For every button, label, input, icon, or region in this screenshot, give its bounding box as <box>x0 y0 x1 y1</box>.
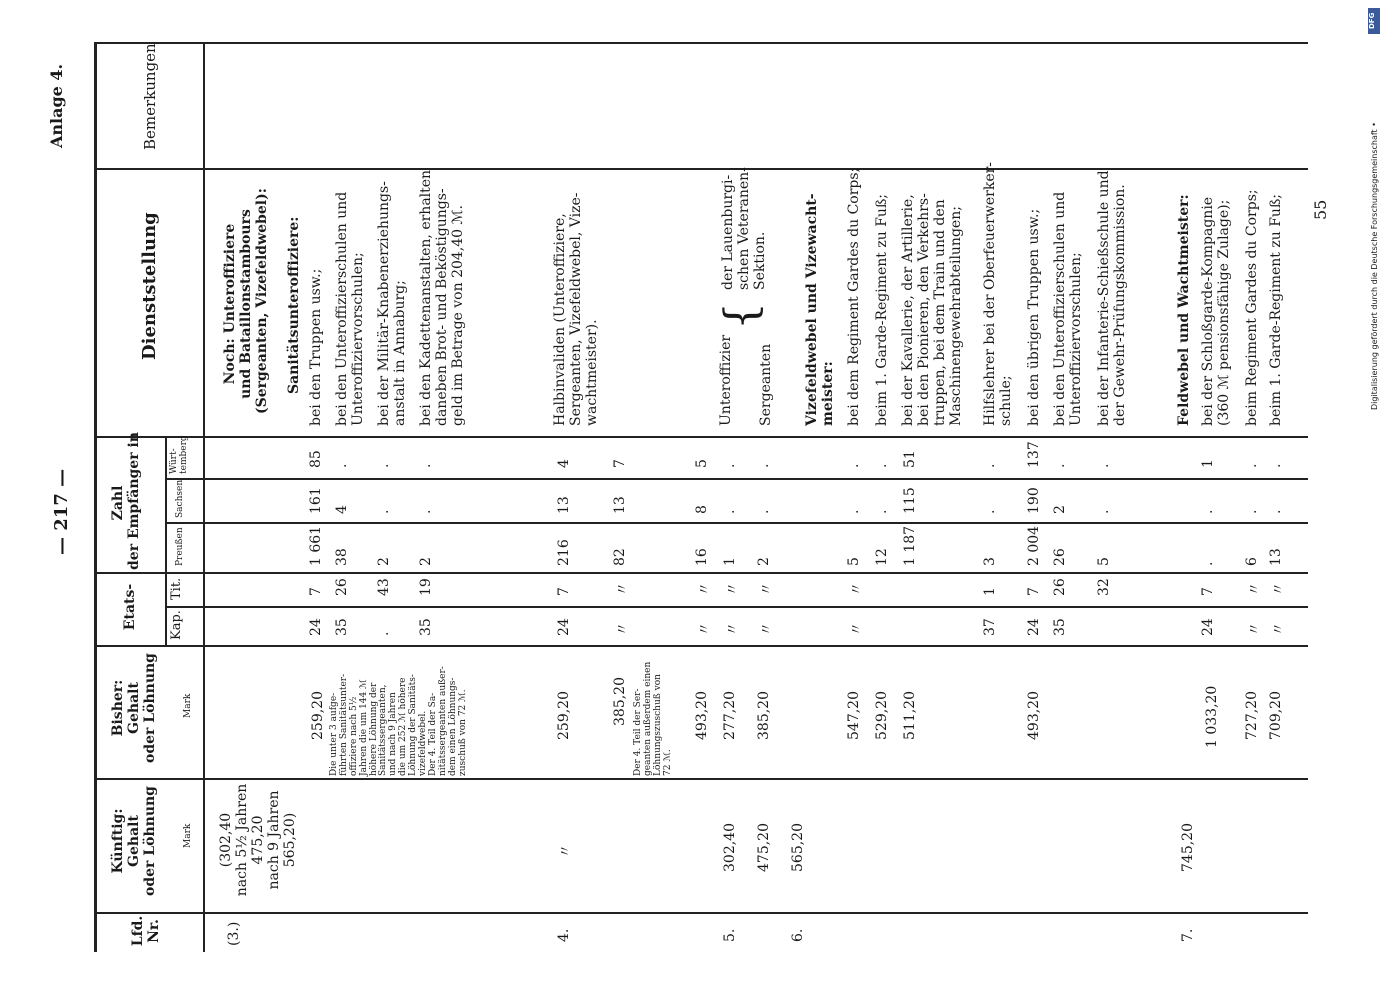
col-line-dienst <box>94 168 1308 170</box>
kuenftig-6: 565,20 <box>790 823 806 872</box>
top-border <box>94 42 1308 44</box>
dienst-r1-c: bei der Militär-Knabenerziehungs- anstalt in Annaburg; <box>376 181 409 426</box>
col-line-zahl <box>94 436 1308 438</box>
etats-kap-8: 〃 <box>759 622 775 636</box>
zahl-subhead-line <box>165 436 167 572</box>
zahl-w-15: . <box>1096 463 1112 468</box>
etats-tit-11: 7 <box>1026 587 1042 596</box>
header-kuenftig: Künftig: Gehalt oder Löhnung <box>110 786 159 896</box>
zahl-p-2: 2 <box>376 557 392 566</box>
kuenftig-7: 745,20 <box>1180 823 1196 872</box>
bisher-r6b: 529,20 <box>874 691 890 740</box>
zahl-p-0: 1 661 <box>308 525 324 566</box>
header-kap: Kap. <box>169 610 184 640</box>
kuenftig-3: (302,40 nach 5½ Jahren 475,20 nach 9 Jahren 565,20) <box>218 783 299 897</box>
etats-tit-4: 7 <box>556 587 572 596</box>
dienst-r4: Halbinvaliden (Unteroffiziere, Sergeanten, Vizefeldwebel, Vize- wachtmeister). <box>552 192 601 426</box>
zahl-s-8: . <box>756 509 772 514</box>
kuenftig-5a: 302,40 <box>722 823 738 872</box>
zahl-w-17: . <box>1244 463 1260 468</box>
zahl-s-16: . <box>1200 509 1216 514</box>
etats-tit-2: 43 <box>376 578 392 596</box>
bisher-r6a: 547,20 <box>846 691 862 740</box>
col-line-kap-tit <box>165 606 1308 608</box>
etats-tit-12: 26 <box>1052 578 1068 596</box>
zahl-w-12: . <box>982 463 998 468</box>
etats-tit-0: 7 <box>308 587 324 596</box>
dienst-r7-c: beim 1. Garde-Regiment zu Fuß; <box>1268 193 1284 426</box>
zahl-w-8: . <box>756 463 772 468</box>
dienst-r6-a: bei dem Regiment Gardes du Corps; <box>846 167 862 426</box>
zahl-s-6: 8 <box>694 505 710 514</box>
zahl-p-5: 82 <box>612 548 628 566</box>
dienst-r7-title: Feldwebel und Wachtmeister: <box>1176 194 1192 426</box>
zahl-s-18: . <box>1268 509 1284 514</box>
zahl-s-7: . <box>722 509 738 514</box>
zahl-p-12: 3 <box>982 557 998 566</box>
zahl-s-4: 13 <box>556 496 572 514</box>
etats-tit-15: 〃 <box>1247 582 1263 596</box>
bisher-r5b: 277,20 <box>722 691 738 740</box>
bisher-r1: 259,20 <box>310 691 326 740</box>
etats-tit-7: 〃 <box>725 582 741 596</box>
zahl-s-15: . <box>1096 509 1112 514</box>
zahl-s-5: 13 <box>612 496 628 514</box>
zahl-w-13: 137 <box>1026 441 1042 468</box>
anlage-label: Anlage 4. <box>47 63 66 148</box>
header-sachsen: Sachsen <box>175 479 185 518</box>
zahl-s-0: 161 <box>308 487 324 514</box>
header-zahl: Zahl der Empfänger in <box>110 432 143 570</box>
header-bisher-unit: Mark <box>183 693 193 718</box>
dienst-r6-b: beim 1. Garde-Regiment zu Fuß; <box>874 193 890 426</box>
etats-kap-10: 37 <box>982 618 998 636</box>
zahl-p-14: 26 <box>1052 548 1068 566</box>
dienst-r1-sub: Sanitätsunteroffiziere: <box>286 216 302 394</box>
header-tit: Tit. <box>169 577 184 600</box>
etats-tit-8: 〃 <box>759 582 775 596</box>
zahl-w-9: . <box>846 463 862 468</box>
dienst-r6-f: bei den Unteroffizierschulen und Unteroffiziervorschulen; <box>1052 191 1085 426</box>
etats-kap-16: 〃 <box>1271 622 1287 636</box>
zahl-p-11: 1 187 <box>902 525 918 566</box>
etats-tit-1: 26 <box>334 578 350 596</box>
bisher-r7c: 709,20 <box>1268 691 1284 740</box>
col-line-etats <box>94 572 1308 574</box>
zahl-w-6: 5 <box>694 459 710 468</box>
zahl-p-17: 6 <box>1244 557 1260 566</box>
zahl-w-10: . <box>874 463 890 468</box>
zahl-p-7: 1 <box>722 557 738 566</box>
zahl-w-1: . <box>334 463 350 468</box>
dienst-r6-title: Vizefeldwebel und Vizewacht- meister: <box>804 193 837 426</box>
dienst-r7-a: bei der Schloßgarde-Kompagnie (360 ℳ pensionsfähige Zulage); <box>1200 196 1233 426</box>
col-line-wuert <box>165 478 1308 480</box>
etats-kap-11: 24 <box>1026 618 1042 636</box>
col-line-bisher <box>94 645 1308 647</box>
zahl-p-3: 2 <box>418 557 434 566</box>
etats-tit-9: 〃 <box>849 582 865 596</box>
col-line-sachsen <box>165 522 1308 524</box>
bottom-border-lfd <box>94 912 1308 914</box>
zahl-p-10: 12 <box>874 548 890 566</box>
dienst-r1-d: bei den Kadettenanstalten, erhalten daneben Brot- und Beköstigungs- geld im Betrage von 204,40 ℳ. <box>418 169 467 426</box>
zahl-p-8: 2 <box>756 557 772 566</box>
header-divider <box>203 42 205 952</box>
etats-tit-6: 〃 <box>697 582 713 596</box>
bisher-r4b: 385,20 <box>612 677 628 726</box>
zahl-w-16: 1 <box>1200 459 1216 468</box>
etats-kap-4: 24 <box>556 618 572 636</box>
etats-kap-14: 24 <box>1200 618 1216 636</box>
bisher-r4: 259,20 <box>556 691 572 740</box>
etats-kap-3: 35 <box>418 618 434 636</box>
row-nr-4: 4. <box>556 928 572 942</box>
etats-kap-5: 〃 <box>615 622 631 636</box>
dienst-r1-b: bei den Unteroffizierschulen und Unteroffiziervorschulen; <box>334 191 367 426</box>
zahl-s-12: . <box>982 509 998 514</box>
header-kuenftig-unit: Mark <box>183 823 193 848</box>
dfg-logo: DFG <box>1368 8 1380 34</box>
etats-kap-2: . <box>376 631 392 636</box>
zahl-s-10: . <box>874 509 890 514</box>
dienst-r7-b: beim Regiment Gardes du Corps; <box>1244 189 1260 426</box>
zahl-s-13: 190 <box>1026 487 1042 514</box>
zahl-w-4: 4 <box>556 459 572 468</box>
dienst-r1-a: bei den Truppen usw.; <box>308 268 324 426</box>
etats-tit-14: 7 <box>1200 587 1216 596</box>
dienst-r6-d: Hilfslehrer bei der Oberfeuerwerker- schule; <box>982 161 1015 426</box>
page-number-top: — 217 — <box>51 468 72 555</box>
etats-kap-12: 35 <box>1052 618 1068 636</box>
zahl-p-6: 16 <box>694 548 710 566</box>
zahl-w-3: . <box>418 463 434 468</box>
zahl-s-3: . <box>418 509 434 514</box>
dienst-r5-b: Sergeanten <box>758 343 774 426</box>
bisher-r5a: 493,20 <box>694 691 710 740</box>
dienst-r6-g: bei der Infanterie-Schießschule und der Gewehr-Prüfungskommission. <box>1096 170 1129 426</box>
zahl-p-16: . <box>1200 561 1216 566</box>
bisher-r7a: 1 033,20 <box>1204 685 1220 748</box>
bisher-r6c: 511,20 <box>902 691 918 740</box>
zahl-w-5: 7 <box>612 459 628 468</box>
etats-tit-5: 〃 <box>615 582 631 596</box>
header-bisher: Bisher: Gehalt oder Löhnung <box>110 653 159 763</box>
zahl-s-9: . <box>846 509 862 514</box>
row-nr-7: 7. <box>1180 928 1196 942</box>
etats-kap-9: 〃 <box>849 622 865 636</box>
etats-kap-1: 35 <box>334 618 350 636</box>
kuenftig-4: 〃 <box>558 844 574 858</box>
row-nr-3: (3.) <box>226 921 242 946</box>
bisher-r1-note: Die unter 3 aufge- führten Sanitätsunter- offiziere nach 5½ Jahren die um 144 ℳ höhere Löhnung der Sanitätssergeanten, und nach 9 Jahren die um 252 ℳ höhere Löhnung der Sanitäts- vizefeldwebel. Der 4. Teil der Sa- nitätssergeanten außer- dem einen Löhnungs- zuschuß von 72 ℳ. <box>329 666 468 776</box>
bisher-r7b: 727,20 <box>1244 691 1260 740</box>
row-nr-6: 6. <box>790 928 806 942</box>
header-lfd: Lfd. Nr. <box>130 915 163 947</box>
zahl-s-1: 4 <box>334 505 350 514</box>
zahl-w-0: 85 <box>308 450 324 468</box>
zahl-w-14: . <box>1052 463 1068 468</box>
dienst-r5-a: Unteroffizier <box>718 334 734 426</box>
dienst-r5-brace: der Lauenburgi- schen Veteranen- Sektion. <box>720 167 769 290</box>
dienst-r6-c: bei der Kavallerie, der Artillerie, bei den Pionieren, den Verkehrs- truppen, bei dem Train und den Maschinengewehrabteilungen; <box>900 193 965 426</box>
kuenftig-5b: 475,20 <box>756 823 772 872</box>
etats-subhead-line <box>165 572 167 646</box>
header-dienststellung: Dienststellung <box>139 212 160 360</box>
etats-tit-10: 1 <box>982 587 998 596</box>
zahl-w-18: . <box>1268 463 1284 468</box>
etats-kap-0: 24 <box>308 618 324 636</box>
zahl-s-17: . <box>1244 509 1260 514</box>
zahl-s-14: 2 <box>1052 505 1068 514</box>
zahl-p-18: 13 <box>1268 548 1284 566</box>
bisher-r5c: 385,20 <box>756 691 772 740</box>
header-wuerttemberg: Würt- temberg <box>169 435 189 474</box>
zahl-p-15: 5 <box>1096 557 1112 566</box>
header-preussen: Preußen <box>175 527 185 566</box>
zahl-p-13: 2 004 <box>1026 525 1042 566</box>
left-border <box>94 42 97 952</box>
etats-tit-13: 32 <box>1096 578 1112 596</box>
etats-kap-15: 〃 <box>1247 622 1263 636</box>
etats-tit-16: 〃 <box>1271 582 1287 596</box>
dienst-r1-title: Noch: Unteroffiziere und Bataillonstambours (Sergeanten, Vizefeldwebel): <box>222 188 271 414</box>
bisher-r6d: 493,20 <box>1026 691 1042 740</box>
zahl-w-7: . <box>722 463 738 468</box>
zahl-p-1: 38 <box>334 548 350 566</box>
bisher-r4-note: Der 4. Teil der Ser- geanten außerdem einen Löhnungszuschuß von 72 ℳ. <box>633 661 673 776</box>
dienst-r6-e: bei den übrigen Truppen usw.; <box>1026 208 1042 426</box>
zahl-p-9: 5 <box>846 557 862 566</box>
brace-icon: { <box>716 302 767 330</box>
etats-kap-7: 〃 <box>725 622 741 636</box>
etats-kap-6: 〃 <box>697 622 713 636</box>
zahl-w-11: 51 <box>902 450 918 468</box>
zahl-w-2: . <box>376 463 392 468</box>
header-etats: Etats- <box>122 583 138 631</box>
zahl-p-4: 216 <box>556 539 572 566</box>
row-nr-5: 5. <box>722 928 738 942</box>
page-number-bottom: 55 <box>1311 199 1330 220</box>
footer-credit: Digitalisierung gefördert durch die Deutsche Forschungsgemeinschaft • <box>1370 122 1379 410</box>
zahl-s-2: . <box>376 509 392 514</box>
etats-tit-3: 19 <box>418 578 434 596</box>
zahl-s-11: 115 <box>902 487 918 514</box>
header-bemerkungen: Bemerkungen <box>141 43 159 150</box>
